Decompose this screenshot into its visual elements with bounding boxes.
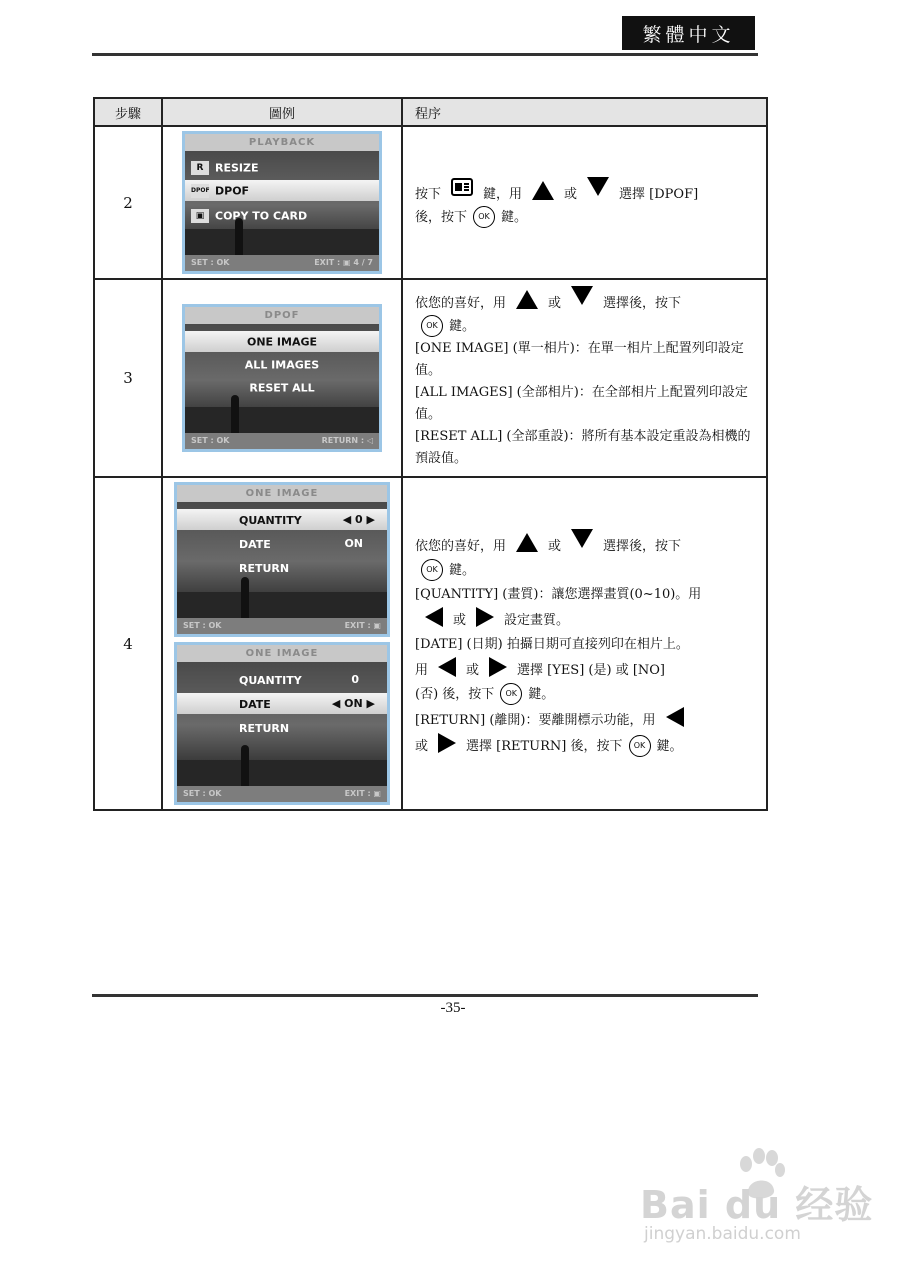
figure-cell (162, 126, 402, 279)
camera-screen-one-image-quantity (174, 482, 390, 637)
procedure-cell (402, 279, 767, 477)
procedure-text: (否) 後，按下 (415, 686, 495, 702)
menu-item-selected (177, 693, 387, 714)
right-arrow-icon (438, 733, 456, 753)
screen-footer (177, 786, 387, 802)
figure-cell (162, 279, 402, 477)
up-arrow-icon (516, 290, 538, 309)
ok-button-icon: OK (629, 735, 651, 757)
tree-silhouette (241, 745, 249, 789)
procedure-text: [RETURN] (離開)：要離開標示功能，用 (415, 712, 656, 728)
procedure-text: 或 (453, 612, 467, 628)
menu-item-label: DATE (239, 697, 271, 711)
step-number: 2 (94, 126, 162, 279)
step-number: 4 (94, 477, 162, 810)
up-arrow-icon (532, 181, 554, 200)
footer-return-label: RETURN : ◁ (321, 436, 373, 445)
procedure-text: 或 (548, 296, 562, 311)
watermark-url: jingyan.baidu.com (644, 1224, 801, 1244)
procedure-text: 或 (564, 186, 578, 202)
resize-icon: R (191, 161, 209, 175)
procedure-text: 選擇 [DPOF] (619, 186, 699, 202)
dpof-icon: DPOF (191, 184, 209, 198)
tree-silhouette (241, 577, 249, 621)
procedure-cell (402, 126, 767, 279)
footer-set-label: SET : OK (191, 436, 230, 445)
menu-item (177, 717, 387, 738)
screen-footer (185, 255, 379, 271)
screen-title: ONE IMAGE (177, 485, 387, 502)
procedure-text: 設定畫質。 (504, 612, 570, 628)
option-description: [DATE] (日期) 拍攝日期可直接列印在相片上。 (415, 636, 689, 652)
right-arrow-icon (489, 657, 507, 677)
screen-title: ONE IMAGE (177, 645, 387, 662)
ok-button-icon: OK (500, 683, 522, 705)
menu-item-label: RESET ALL (249, 381, 315, 395)
menu-item-value: ◀ ON ▶ (331, 697, 375, 710)
procedure-cell (402, 477, 767, 810)
procedure-text: 鍵。 (501, 209, 528, 225)
menu-item-label: RESIZE (215, 161, 259, 175)
procedure-text: 按下 (415, 186, 442, 202)
screen-title: DPOF (185, 307, 379, 324)
procedure-text: 鍵。 (656, 738, 683, 754)
procedure-text: 後，按下 (415, 209, 468, 225)
menu-item-label: RETURN (239, 561, 290, 575)
column-header-procedure: 程序 (402, 98, 767, 126)
footer-set-label: SET : OK (183, 789, 222, 798)
procedure-text: 鍵。 (528, 686, 555, 702)
menu-item-label: ONE IMAGE (247, 335, 317, 349)
menu-item (185, 354, 379, 375)
step-number: 3 (94, 279, 162, 477)
menu-item-label: ALL IMAGES (244, 358, 320, 372)
copy-to-card-icon: ▣ (191, 209, 209, 223)
screen-footer (177, 618, 387, 634)
screen-footer (185, 433, 379, 449)
menu-item-selected (185, 331, 379, 352)
menu-item-label: COPY TO CARD (215, 209, 308, 223)
menu-item (177, 557, 387, 578)
procedure-text: 或 (548, 538, 562, 554)
right-arrow-icon (476, 607, 494, 627)
procedure-text: 依您的喜好，用 (415, 296, 507, 311)
procedure-text: 用 (415, 662, 429, 678)
procedure-text: 選擇 [YES] (是) 或 [NO] (517, 662, 666, 678)
left-arrow-icon (425, 607, 443, 627)
ok-button-icon: OK (421, 559, 443, 581)
option-description: [RESET ALL] (全部重設)：將所有基本設定重設為相機的預設值。 (415, 429, 751, 466)
menu-item (185, 205, 379, 226)
procedure-text: 選擇後，按下 (603, 538, 682, 554)
footer-set-label: SET : OK (183, 621, 222, 630)
menu-item (185, 377, 379, 398)
column-header-figure: 圖例 (162, 98, 402, 126)
menu-item-value: ON (344, 537, 363, 550)
down-arrow-icon (587, 177, 609, 196)
menu-item-label: QUANTITY (239, 513, 302, 527)
menu-item (177, 533, 387, 554)
procedure-text: 鍵。 (449, 562, 476, 578)
footer-exit-label: EXIT : ▣ 4 / 7 (314, 258, 373, 267)
footer-exit-label: EXIT : ▣ (344, 621, 381, 630)
procedure-text: 選擇後，按下 (603, 296, 682, 311)
menu-item-selected (177, 509, 387, 530)
option-description: [ONE IMAGE] (單一相片)：在單一相片上配置列印設定值。 (415, 341, 744, 378)
up-arrow-icon (516, 533, 538, 552)
menu-item-label: DPOF (215, 184, 250, 198)
menu-item-selected (185, 180, 379, 201)
procedure-text: 選擇 [RETURN] 後，按下 (466, 738, 623, 754)
table-header-row (94, 98, 767, 126)
footer-rule (92, 994, 758, 997)
baidu-watermark (640, 1140, 880, 1250)
procedure-text: 或 (415, 738, 429, 754)
screen-title: PLAYBACK (185, 134, 379, 151)
menu-item-value: 0 (351, 673, 359, 686)
procedure-text: 鍵，用 (483, 186, 523, 202)
camera-screen-playback (182, 131, 382, 274)
footer-exit-label: EXIT : ▣ (344, 789, 381, 798)
procedure-text: 或 (466, 662, 480, 678)
ok-button-icon: OK (473, 206, 495, 228)
header-rule (92, 53, 758, 56)
figure-cell (162, 477, 402, 810)
menu-item-label: RETURN (239, 721, 290, 735)
column-header-step: 步驟 (94, 98, 162, 126)
footer-set-label: SET : OK (191, 258, 230, 267)
ok-button-icon: OK (421, 315, 443, 337)
menu-item-label: QUANTITY (239, 673, 302, 687)
option-description: [QUANTITY] (畫質)：讓您選擇畫質(0~10)。用 (415, 586, 702, 602)
menu-button-icon (451, 178, 473, 196)
menu-item (185, 157, 379, 178)
down-arrow-icon (571, 529, 593, 548)
language-badge: 繁體中文 (622, 16, 755, 50)
camera-screen-one-image-date (174, 642, 390, 805)
steps-table (93, 97, 768, 811)
table-row (94, 126, 767, 279)
table-row (94, 477, 767, 810)
left-arrow-icon (666, 707, 684, 727)
menu-item-value: ◀ 0 ▶ (342, 513, 375, 526)
watermark-brand: Bai du 经验 (640, 1183, 874, 1227)
down-arrow-icon (571, 286, 593, 305)
camera-screen-dpof (182, 304, 382, 452)
procedure-text: 鍵。 (449, 319, 476, 334)
left-arrow-icon (438, 657, 456, 677)
menu-item-label: DATE (239, 537, 271, 551)
table-row (94, 279, 767, 477)
procedure-text: 依您的喜好，用 (415, 538, 507, 554)
option-description: [ALL IMAGES] (全部相片)：在全部相片上配置列印設定值。 (415, 385, 748, 422)
menu-item (177, 669, 387, 690)
page-number: -35- (440, 1000, 466, 1016)
